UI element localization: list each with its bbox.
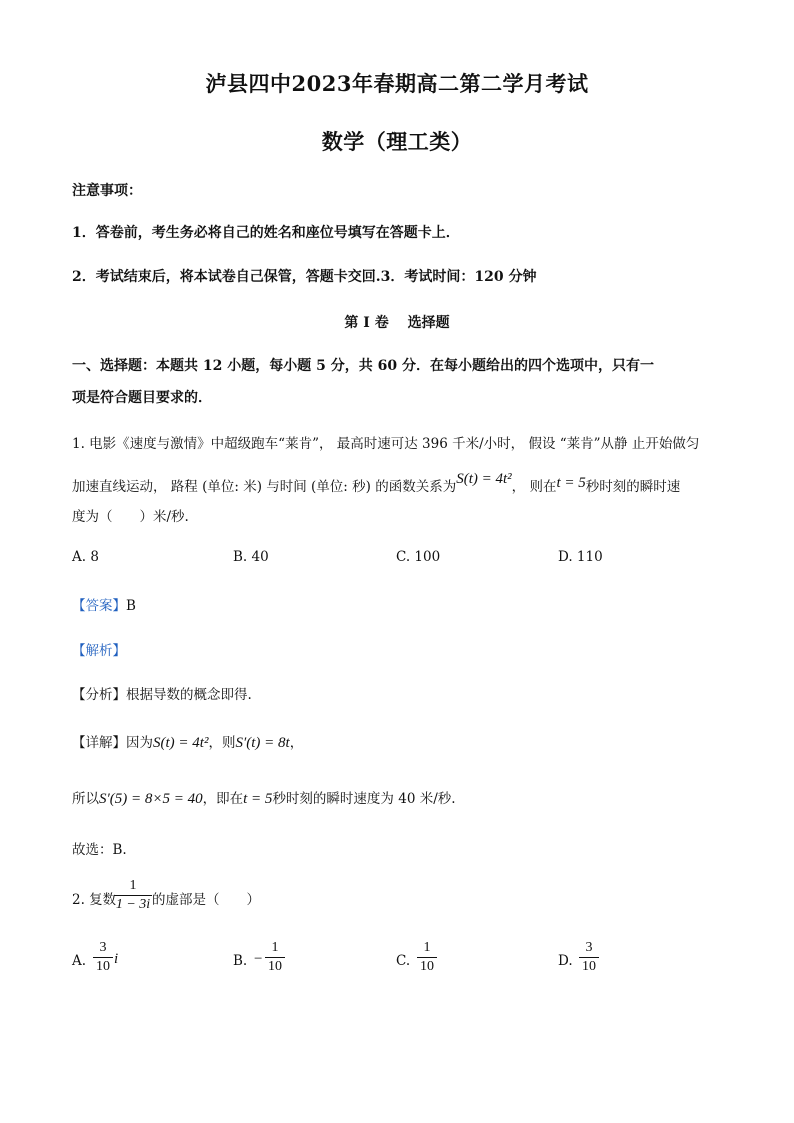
fraction-num: 1 — [423, 940, 431, 955]
fraction-bar — [265, 957, 285, 958]
section-title: 第 I 卷 选择题 — [344, 315, 450, 331]
q1-stem-line-2 — [72, 471, 681, 496]
page-subtitle: 数学（理工类） — [321, 129, 473, 154]
xiangjie-text-b: ，则 — [208, 735, 236, 751]
suoyi-t-value: t = 5 — [243, 791, 273, 807]
suoyi-text-a: 所以 — [72, 791, 99, 807]
q1-stem-line-3: 度为（ ）米/秒. — [72, 509, 189, 525]
xiangjie-text-a: 因为 — [126, 735, 153, 751]
answer-tag: 【答案】 — [72, 598, 126, 614]
q1-option-b: B. 40 — [233, 549, 269, 565]
page-title: 泸县四中2023年春期高二第二学月考试 — [205, 71, 589, 96]
q2-option-d-fraction — [579, 940, 599, 975]
xiangjie-formula-1: S(t) = 4t² — [153, 735, 209, 751]
fraction-den: 10 — [96, 959, 110, 974]
q2-option-a-label: A. — [72, 953, 87, 969]
answer-value: B — [126, 598, 136, 614]
section-intro-line-2: 项是符合题目要求的． — [72, 390, 212, 406]
q2-option-d-label: D. — [558, 953, 573, 969]
suoyi-formula: S′(5) = 8×5 = 40 — [99, 791, 203, 807]
analysis-tag: 【解析】 — [72, 643, 126, 659]
fraction-bar — [93, 957, 113, 958]
q2-fraction-num: 1 — [129, 878, 137, 893]
q2-option-b-label: B. — [233, 953, 248, 969]
xiangjie-text-c: ， — [289, 735, 304, 751]
fraction-bar — [417, 957, 437, 958]
fenxi-text: 根据导数的概念即得. — [126, 687, 252, 703]
q1-suoyi — [72, 787, 456, 808]
q2-suffix: 的虚部是（ ） — [152, 892, 260, 908]
notice-item-2: 2．考试结束后，将本试卷自己保管，答题卡交回.3．考试时间：120 分钟 — [72, 269, 537, 285]
q1-stem-line-1: 1. 电影《速度与激情》中超级跑车“莱肯”， 最高时速可达 396 千米/小时， 假设 “莱肯”从静 止开始做匀 — [72, 436, 700, 452]
xiangjie-formula-2: S′(t) = 8t — [235, 735, 290, 751]
q1-fenxi — [72, 683, 252, 703]
q1-answer — [72, 594, 136, 614]
q1-conclusion: 故选：B. — [72, 842, 127, 858]
section-intro-line-1: 一、选择题：本题共 12 小题，每小题 5 分，共 60 分．在每小题给出的四个选项中，只有一 — [72, 358, 654, 374]
q1-stem-line-2-text-c: 秒时刻的瞬时速 — [585, 479, 681, 495]
q1-option-d: D. 110 — [558, 549, 603, 565]
q2-option-c-fraction — [417, 940, 437, 975]
fraction-den: 10 — [582, 959, 596, 974]
notice-heading: 注意事项： — [72, 183, 142, 199]
q1-formula: S(t) = 4t² — [456, 471, 512, 487]
fraction-den: 10 — [420, 959, 434, 974]
q2-option-c-label: C. — [396, 953, 411, 969]
fenxi-tag: 【分析】 — [72, 687, 126, 703]
suoyi-text-c: 秒时刻的瞬时速度为 40 米/秒. — [272, 791, 456, 807]
fraction-den: 10 — [268, 959, 282, 974]
q2-option-b-sign: − — [254, 951, 263, 967]
notice-item-1: 1．答卷前，考生务必将自己的姓名和座位号填写在答题卡上． — [72, 225, 460, 241]
q1-t-value: t = 5 — [556, 475, 586, 491]
q2-fraction-den: 1 − 3i — [115, 897, 151, 912]
q1-stem-line-2-text-b: ， 则在 — [511, 479, 557, 495]
q1-stem-line-2-text: 加速直线运动， 路程 (单位: 米) 与时间 (单位: 秒) 的函数关系为 — [72, 479, 457, 495]
fraction-bar — [114, 895, 152, 896]
q1-option-c: C. 100 — [396, 549, 441, 565]
fraction-bar — [579, 957, 599, 958]
q2-fraction — [114, 878, 152, 913]
q2-prefix: 2. 复数 — [72, 892, 117, 908]
fraction-num: 1 — [271, 940, 279, 955]
fraction-num: 3 — [99, 940, 107, 955]
q1-option-a: A. 8 — [72, 549, 99, 565]
q1-xiangjie — [72, 731, 303, 752]
q2-option-a-fraction — [93, 940, 113, 975]
xiangjie-tag: 【详解】 — [72, 735, 126, 751]
fraction-num: 3 — [585, 940, 593, 955]
q2-option-a-tail: i — [114, 951, 119, 967]
suoyi-text-b: ，即在 — [202, 791, 244, 807]
q2-option-b-fraction — [265, 940, 285, 975]
